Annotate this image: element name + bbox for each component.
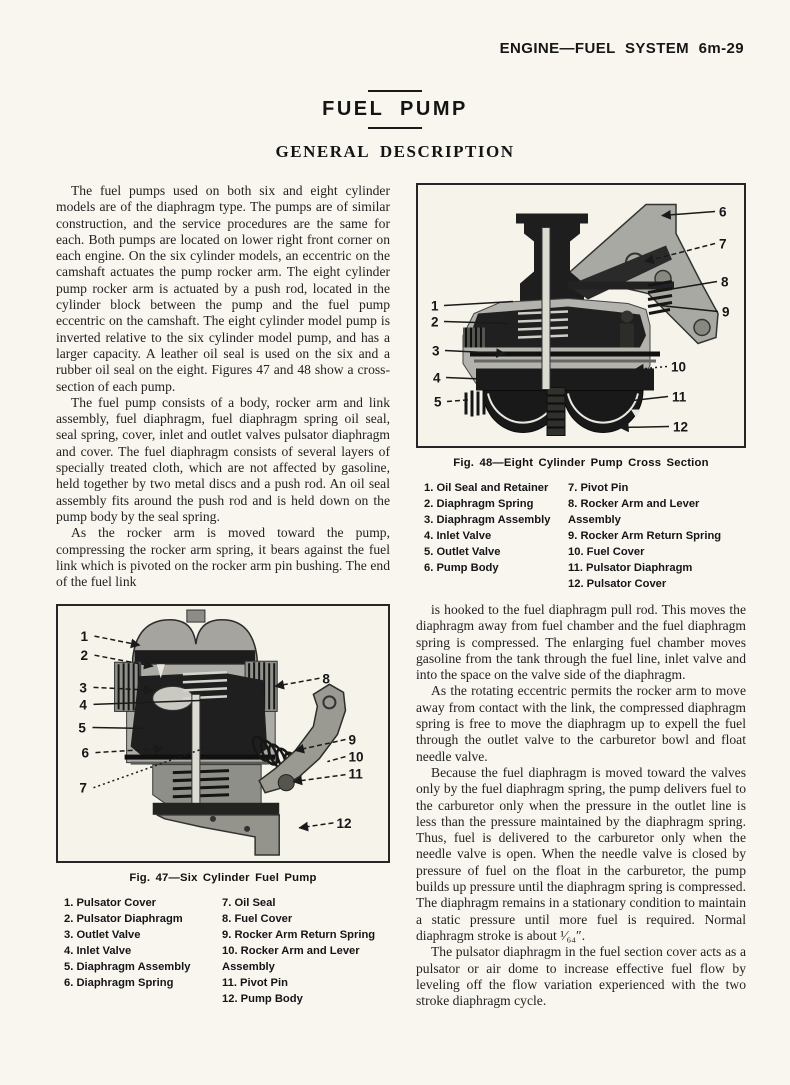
fig47-parts-list — [56, 895, 390, 1007]
callout-label: 4 — [79, 697, 87, 713]
parts-item: 7. Oil Seal — [222, 897, 276, 910]
callout-label: 10 — [671, 359, 687, 375]
paragraph: The fuel pumps used on both six and eight cylinder models are of the diaphragm type. The pumps are of similar construction, and the service procedures are the same for each. Both pumps are located on lower right front corner on each engine. On the six cylinder models, an eccentric on the camshaft actuates the pump rocker arm. The eight cylinder pump rocker arm is actuated by a push rod, located in the cylinder block between the pump and the fuel pump eccentric on the camshaft. The eight cylinder model pump is inverted relative to the six cylinder model pump, and has a larger capacity. A leather oil seal is used on the six and a rubber oil seal on the eight. Figures 47 and 48 show a cross-section of each pump. — [56, 183, 390, 394]
parts-item: 2. Diaphragm Spring — [424, 498, 534, 510]
callout-label: 2 — [80, 648, 88, 664]
callout-label: 6 — [719, 204, 727, 220]
parts-item: 11. Pivot Pin — [222, 977, 288, 990]
title-rule-bottom — [368, 127, 422, 129]
right-column — [416, 183, 746, 1009]
callout-label: 11 — [348, 767, 363, 783]
parts-item: 3. Diaphragm Assembly — [424, 514, 551, 526]
callout-label: 8 — [721, 274, 729, 290]
callout-label: 3 — [432, 343, 440, 359]
six-cylinder-pump-diagram — [58, 606, 388, 861]
parts-item: 5. Diaphragm Assembly — [64, 961, 191, 974]
parts-item: 6. Pump Body — [424, 562, 499, 574]
fig47-caption: Fig. 47—Six Cylinder Fuel Pump — [129, 872, 317, 885]
parts-item: 4. Inlet Valve — [424, 530, 492, 542]
page-header: ENGINE—FUEL SYSTEM 6m-29 — [499, 40, 744, 57]
paragraph: The pulsator diaphragm in the fuel section cover acts as a pulsator or air dome to increase effective fuel flow by leveling off the flow variation experienced with the two stroke diaphragm cycle. — [416, 944, 746, 1009]
callout-label: 3 — [79, 680, 87, 696]
parts-item: 12. Pump Body — [222, 993, 303, 1006]
pump-drawing — [115, 610, 346, 855]
callout-label: 9 — [348, 732, 357, 748]
fig48-caption: Fig. 48—Eight Cylinder Pump Cross Section — [453, 457, 709, 469]
callout-label: 7 — [79, 781, 87, 797]
page-title: FUEL PUMP — [322, 98, 468, 120]
parts-item: 3. Outlet Valve — [64, 929, 141, 942]
parts-item: 8. Rocker Arm and Lever Assembly — [568, 498, 700, 526]
paragraph: As the rocker arm is moved toward the pump, compressing the rocker arm spring, it bears against the fuel link which is pivoted on the rocker arm pin bushing. The end of the fuel link — [56, 525, 390, 590]
eight-cylinder-pump-diagram — [418, 185, 744, 446]
parts-item: 1. Pulsator Cover — [64, 897, 157, 910]
parts-item: 5. Outlet Valve — [424, 546, 501, 558]
parts-item: 9. Rocker Arm Return Spring — [568, 530, 722, 542]
callout-label: 5 — [78, 720, 86, 736]
callout-label: 8 — [322, 671, 330, 687]
callout-label: 9 — [722, 304, 730, 320]
parts-item: 4. Inlet Valve — [64, 945, 132, 958]
paragraph: is hooked to the fuel diaphragm pull rod. This moves the diaphragm away from fuel chamber and the fuel diaphragm spring is compressed. The enlarging fuel chamber moves gasoline from the tank through the fuel line, inlet valve and into the space on the valve side of the diaphragm. — [416, 602, 746, 683]
title-rule-top — [368, 90, 422, 92]
parts-item: 10. Rocker Arm and Lever Assembly — [222, 945, 360, 974]
parts-item: 2. Pulsator Diaphragm — [64, 913, 183, 926]
parts-item: 9. Rocker Arm Return Spring — [222, 929, 376, 942]
fig47-figure — [56, 604, 390, 863]
callout-label: 1 — [431, 298, 439, 314]
callout-label: 10 — [348, 750, 364, 766]
callout-label: 4 — [433, 370, 441, 386]
parts-item: 12. Pulsator Cover — [568, 578, 667, 590]
callout-label: 12 — [673, 419, 689, 435]
parts-item: 11. Pulsator Diaphragm — [568, 562, 693, 574]
callout-label: 6 — [81, 746, 89, 762]
section-heading: GENERAL DESCRIPTION — [275, 142, 515, 161]
paragraph: As the rotating eccentric permits the rocker arm to move away from contact with the link, the compressed diaphragm spring is free to move the diaphragm up to expell the fuel through the outlet valve to the carburetor bowl and float needle valve. — [416, 683, 746, 764]
paragraph: The fuel pump consists of a body, rocker arm and link assembly, fuel diaphragm, fuel diaphragm spring oil seal, seal spring, cover, inlet and outlet valves pulsator diaphragm and cover. The fuel diaphragm consists of several layers of specially treated cloth, which are not affected by gasoline, held together by two metal discs and a push rod. An oil seal assembly fits around the push rod and is held down on the pump body by the seal spring. — [56, 394, 390, 524]
parts-item: 7. Pivot Pin — [568, 482, 629, 494]
left-column — [56, 183, 390, 1007]
callout-label: 7 — [719, 236, 727, 252]
callout-label: 5 — [434, 394, 442, 410]
parts-item: 8. Fuel Cover — [222, 913, 293, 926]
callout-label: 1 — [80, 629, 88, 645]
fig48-parts-list — [416, 480, 746, 592]
callout-label: 11 — [672, 389, 687, 405]
paragraph: Because the fuel diaphragm is moved toward the valves only by the fuel diaphragm spring, the pump delivers fuel to the carburetor only when the pressure in the outlet line is less than the pressure maintained by the diaphragm spring. Thus, fuel is delivered to the carburetor only when the needle valve is open. When the needle valve is closed by pressure of fuel on the float in the carburetor, the pump builds up pressure until the diaphragm spring is compressed. The diaphragm remains in a stationary condition to maintain a static pressure until more fuel is required. Normal diaphragm stroke is about ¹⁄₆₄″. — [416, 764, 746, 943]
parts-item: 6. Diaphragm Spring — [64, 977, 174, 990]
callout-label: 2 — [431, 314, 439, 330]
fig48-figure — [416, 183, 746, 448]
parts-item: 10. Fuel Cover — [568, 546, 645, 558]
title-block — [0, 90, 790, 162]
callout-label: 12 — [336, 816, 352, 832]
parts-item: 1. Oil Seal and Retainer — [424, 482, 549, 494]
